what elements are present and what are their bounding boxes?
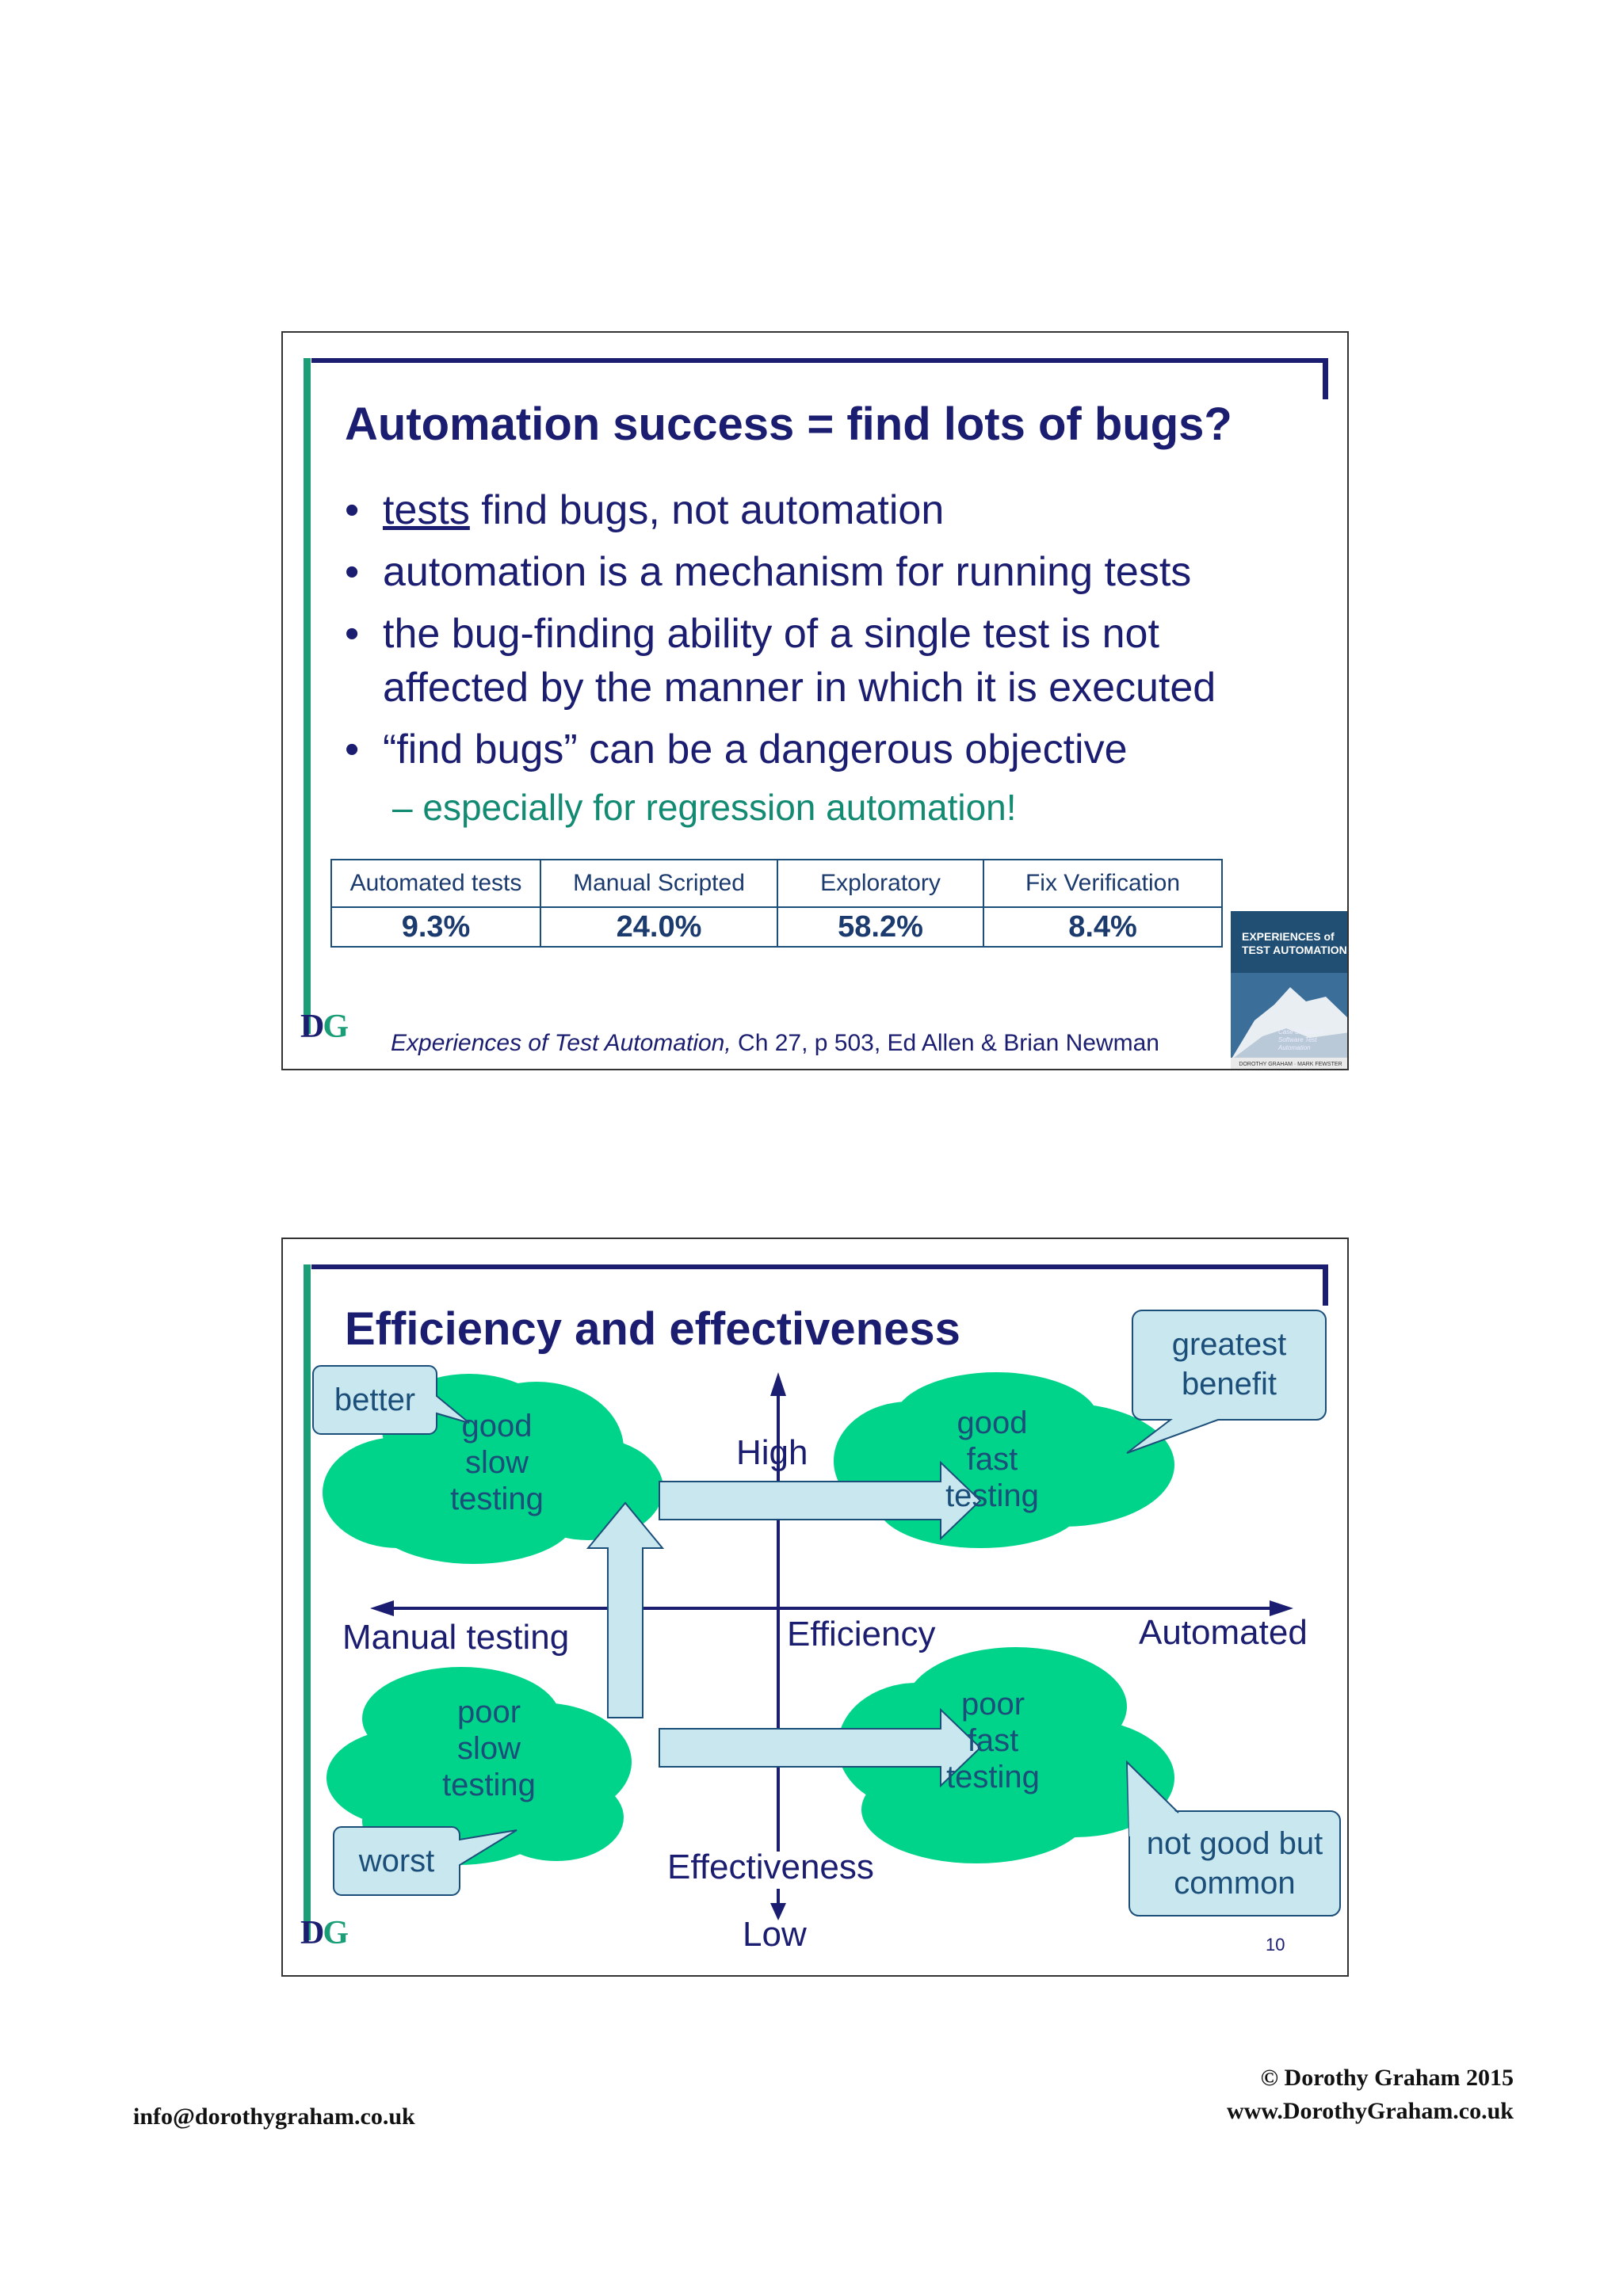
footer-email-link[interactable]: info@dorothygraham.co.uk [133,2103,415,2130]
cloud-label-poor-fast: poor fast testing [946,1687,1040,1794]
cloud-label-poor-slow: poor slow testing [442,1695,536,1802]
slide-efficiency-effectiveness [281,1238,1349,1977]
slide-frame-top-bar [311,358,1327,363]
slide-title: Automation success = find lots of bugs? [345,399,1232,450]
slide-frame-left-bar [304,358,311,1034]
dg-logo: DG [300,1009,348,1045]
table-header-cell: Exploratory [777,860,983,907]
table-value-cell: 58.2% [777,907,983,947]
footer-website-link[interactable]: www.DorothyGraham.co.uk [1227,2098,1514,2124]
table-value-cell: 8.4% [983,907,1222,947]
table-value-cell: 9.3% [331,907,540,947]
callout-better: better [334,1383,416,1417]
axis-label-effectiveness: Effectiveness [667,1848,874,1886]
table-header-cell: Automated tests [331,860,540,907]
axis-label-automated: Automated [1139,1613,1308,1652]
footer-copyright: © Dorothy Graham 2015 [1260,2065,1514,2091]
book-authors: DOROTHY GRAHAM · MARK FEWSTER [1231,1058,1349,1070]
underlined-word: tests [383,487,470,533]
dg-logo: DG [300,1915,348,1951]
axis-label-manual-testing: Manual testing [342,1618,570,1657]
slide-automation-success [281,331,1349,1070]
axis-label-high: High [736,1433,808,1472]
source-citation: Experiences of Test Automation, Ch 27, p 503, Ed Allen & Brian Newman [391,1030,1159,1056]
block-arrow-up [588,1503,663,1718]
table-value-cell: 24.0% [540,907,777,947]
table-header-cell: Manual Scripted [540,860,777,907]
bullet-list [345,483,1296,784]
axis-label-efficiency: Efficiency [787,1615,936,1653]
axis-label-low: Low [743,1915,807,1954]
sub-bullet: – especially for regression automation! [392,787,1017,828]
bullet-item: • the bug-finding ability of a single test is not affected by the manner in which it is executed [345,607,1296,715]
callout-worst: worst [358,1844,435,1878]
bullet-item: • “find bugs” can be a dangerous objective [345,723,1296,776]
bullet-item: • tests find bugs, not automation [345,483,1296,537]
book-cover-image [1231,911,1349,1070]
slide-title: Efficiency and effectiveness [345,1303,960,1355]
book-title: EXPERIENCES of TEST AUTOMATION [1242,930,1347,956]
table-header-cell: Fix Verification [983,860,1222,907]
book-subtitle: Case Studies of Software Test Automation [1278,1028,1323,1051]
callout-not-good-but-common: not good but common [1146,1826,1323,1901]
slide-frame-right-tick [1323,358,1328,399]
cloud-label-good-fast: good fast testing [945,1405,1039,1513]
bullet-item: • automation is a mechanism for running tests [345,545,1296,599]
arrow-left-icon [370,1600,394,1616]
arrow-up-icon [770,1372,786,1396]
callout-greatest-benefit: greatest benefit [1171,1327,1287,1402]
page-number: 10 [1266,1935,1285,1955]
test-type-table [330,859,1223,948]
cloud-label-good-slow: good slow testing [450,1409,544,1516]
